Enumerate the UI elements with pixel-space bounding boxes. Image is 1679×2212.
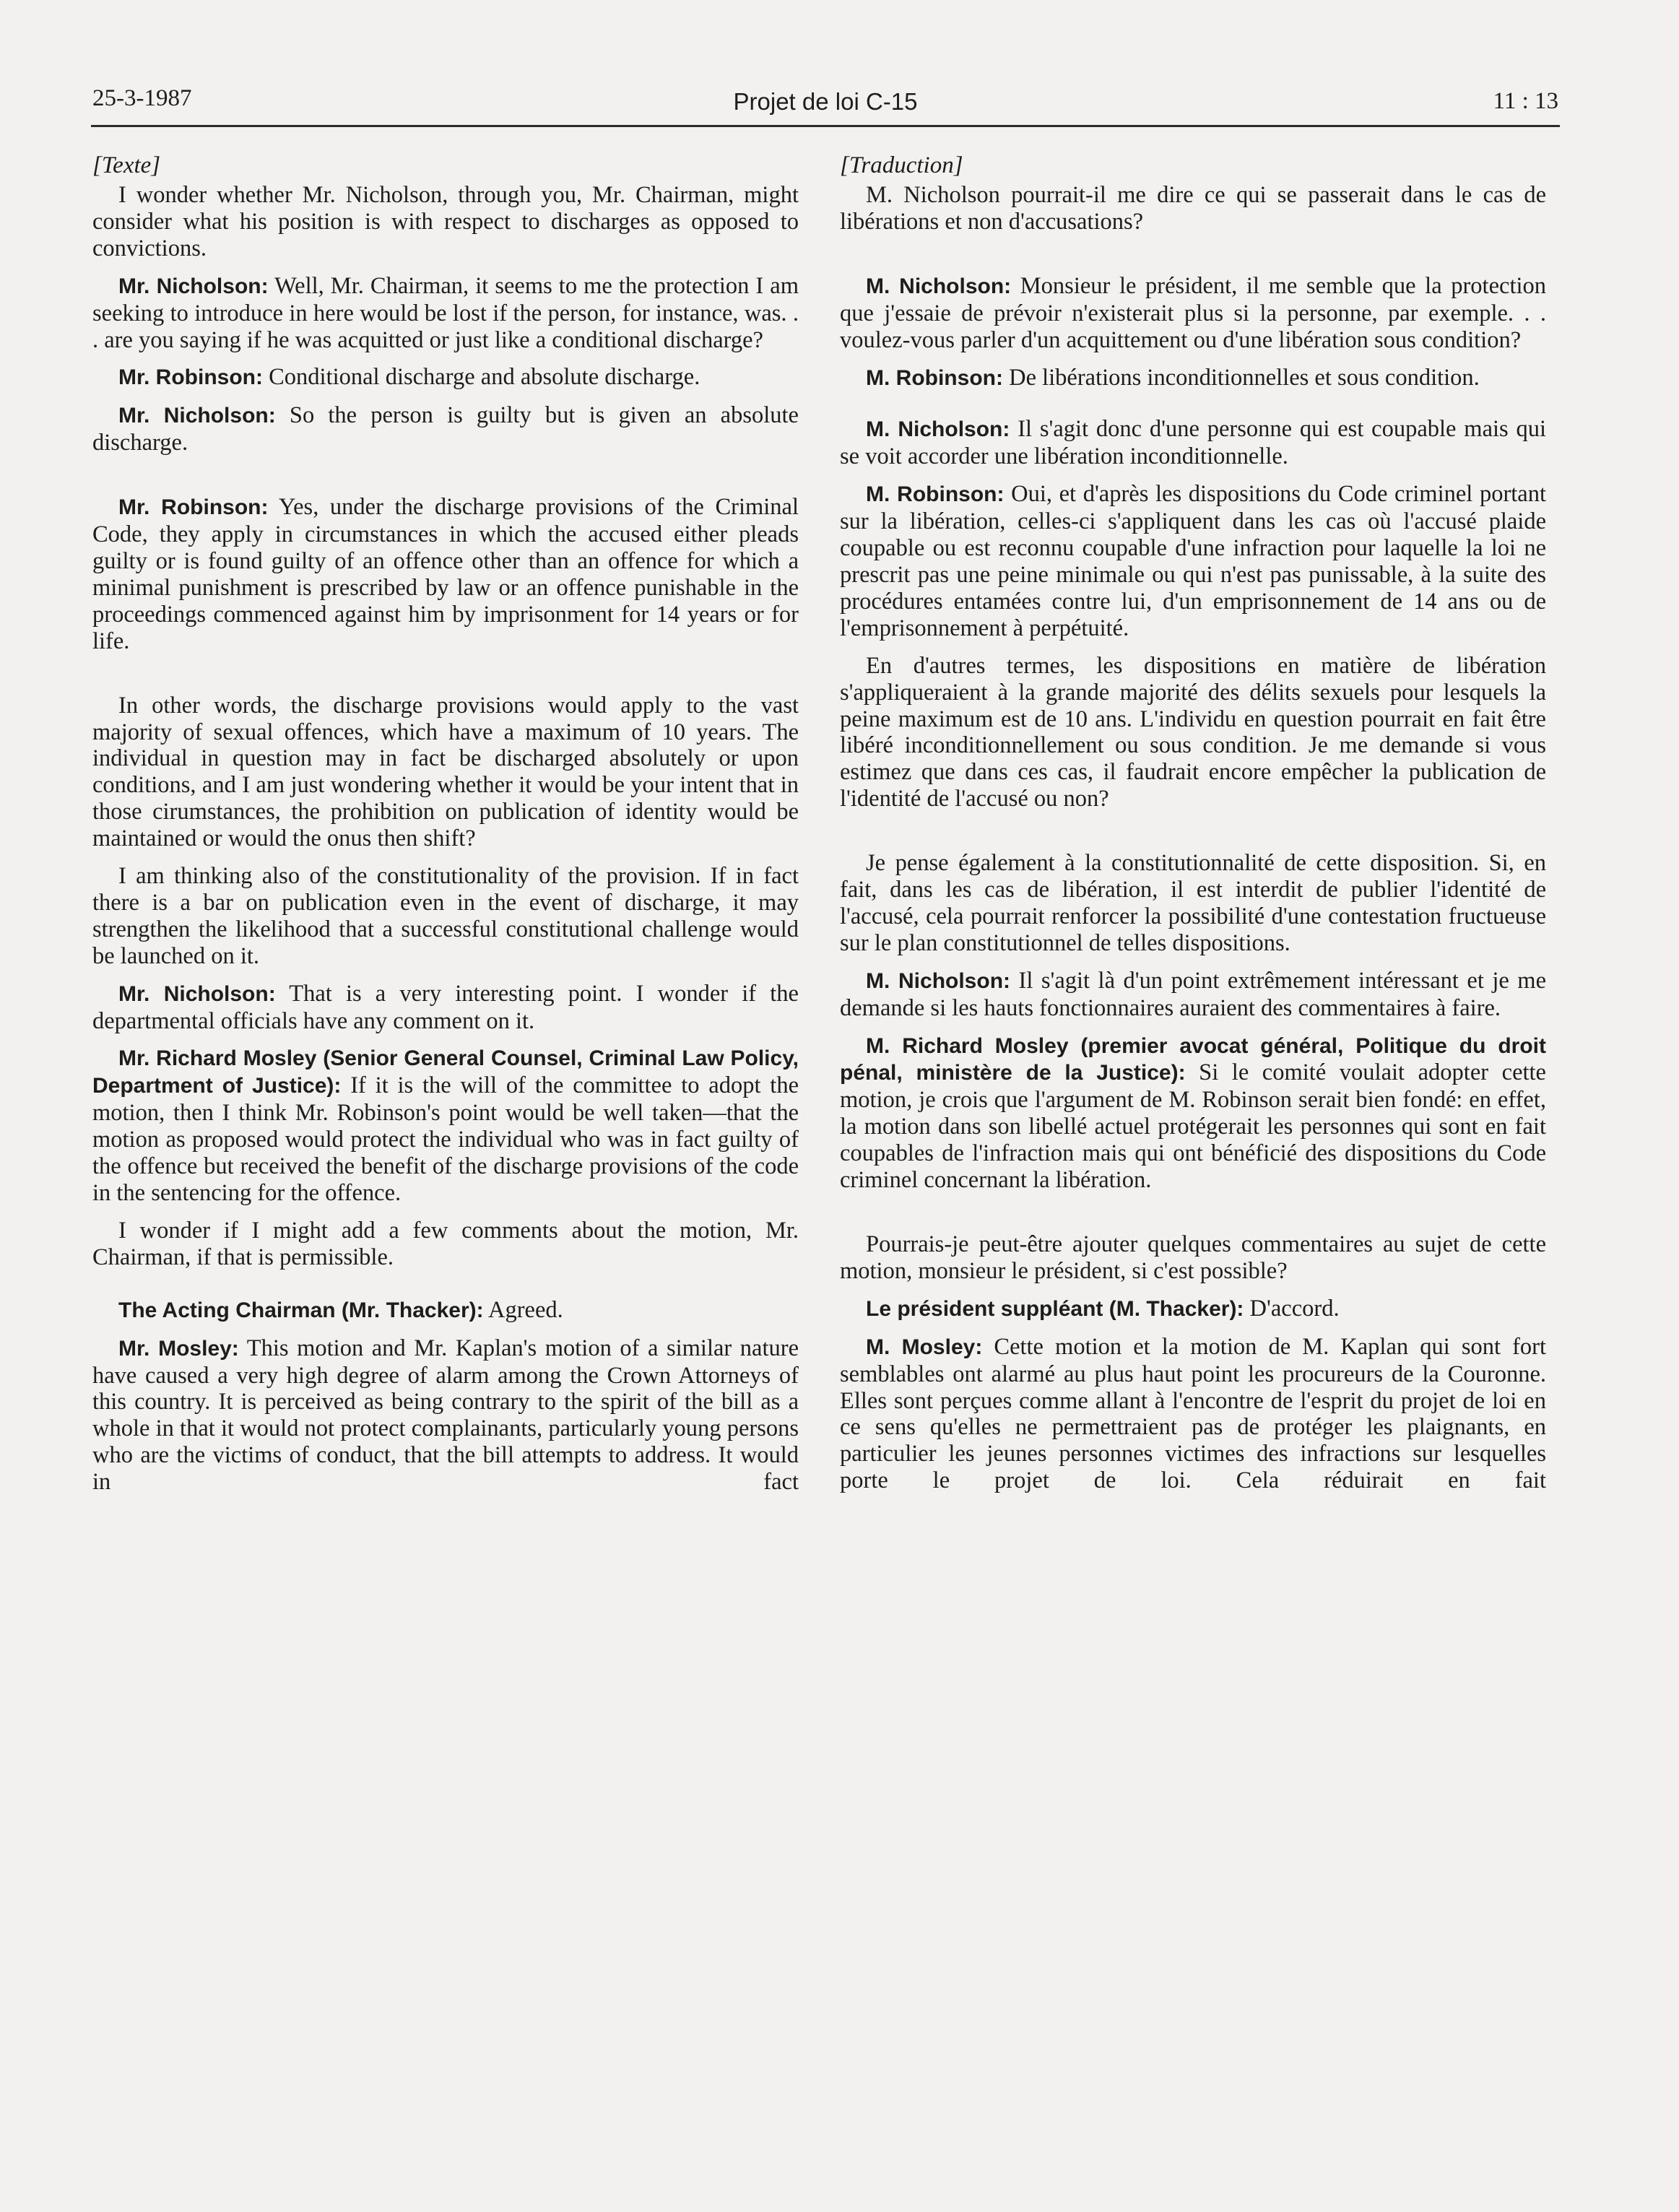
speaker-name: Mr. Nicholson: — [118, 981, 276, 1006]
paragraph — [840, 273, 1546, 354]
paragraph-text: D'accord. — [1249, 1295, 1340, 1322]
column-label: [Texte] — [92, 152, 161, 178]
paragraph-text: That is a very interesting point. I wonder if the departmental officials have any comment on it. — [92, 980, 799, 1034]
speaker-name: M. Robinson: — [866, 365, 1003, 390]
paragraph — [92, 863, 799, 970]
speaker-name: Mr. Richard Mosley (Senior General Counsel, Criminal Law Policy, Department of Justice): — [92, 1046, 799, 1098]
column-label: [Traduction] — [840, 152, 963, 178]
paragraph-text: En d'autres termes, les dispositions en matière de libération s'appliqueraient à la grande majorité des délits sexuels pour lesquels la peine maximum est de 10 ans. L'individu en question pourrait en fait être libéré inconditionnellement ou sous condition. Je me demande si vous estimez que dans ces cas, il faudrait encore empêcher la publication de l'identité de l'accusé ou non? — [840, 652, 1546, 812]
french-column — [840, 150, 1546, 1494]
paragraph — [840, 416, 1546, 470]
speaker-name: Mr. Mosley: — [118, 1336, 239, 1361]
speaker-name: Mr. Robinson: — [118, 365, 263, 390]
speaker-name: M. Richard Mosley (premier avocat général, Politique du droit pénal, ministère de la Justice): — [840, 1033, 1546, 1085]
paragraph-text: Conditional discharge and absolute discharge. — [269, 364, 700, 391]
speaker-name: M. Nicholson: — [866, 417, 1010, 442]
paragraph-text: Il s'agit donc d'une personne qui est coupable mais qui se voit accorder une libération inconditionnelle. — [840, 416, 1547, 470]
paragraph-text: Si le comité voulait adopter cette motion, je crois que l'argument de M. Robinson serait bien fondé: en effet, la motion dans son libellé actuel protégerait les personnes qui sont en fait coupables de l'infraction mais qui ont bénéficié des dispositions du Code criminel concernant la libération. — [840, 1059, 1546, 1194]
paragraph-text: If it is the will of the committee to adopt the motion, then I think Mr. Robinson's point would be well taken—that the motion as proposed would protect the individual who was in fact guilty of the offence but received the benefit of the discharge provisions of the code in the sentencing for the offence. — [92, 1072, 799, 1206]
paragraph — [840, 850, 1546, 957]
speaker-name: M. Mosley: — [866, 1335, 983, 1359]
speaker-name: The Acting Chairman (Mr. Thacker): — [118, 1298, 484, 1322]
paragraph-text: Cette motion et la motion de M. Kaplan qui sont fort semblables ont alarmé au plus haut point les procureurs de la Couronne. Elles sont perçues comme allant à l'encontre de l'esprit du projet de loi en ce sens qu'elles ne permettraient pas de protéger les plaignants, en particulier les jeunes personnes victimes des infractions sur lesquelles porte le projet de loi. Cela réduirait en fait — [840, 1333, 1546, 1494]
paragraph-text: Oui, et d'après les dispositions du Code criminel portant sur la libération, celles-ci s'appliquent dans les cas où l'accusé plaide coupable ou est reconnu coupable d'une infraction pour laquelle la loi ne prescrit pas une peine minimale ou qui n'est pas punissable, à la suite des procédures entamées contre lui, d'un emprisonnement de 14 ans ou de l'emprisonnement à perpétuité. — [840, 481, 1547, 641]
paragraph — [92, 494, 799, 654]
paragraph — [92, 1335, 799, 1496]
paragraph — [840, 968, 1546, 1022]
paragraph-text: De libérations inconditionnelles et sous condition. — [1009, 364, 1480, 391]
speaker-name: Mr. Robinson: — [118, 495, 269, 520]
header-title: Projet de loi C-15 — [733, 88, 918, 115]
paragraph — [840, 1296, 1546, 1323]
paragraph — [92, 693, 799, 852]
paragraph — [92, 981, 799, 1035]
paragraph — [92, 402, 799, 456]
header-date: 25-3-1987 — [92, 85, 192, 111]
paragraph — [840, 481, 1546, 641]
paragraph-text: This motion and Mr. Kaplan's motion of a similar nature have caused a very high degree of alarm among the Crown Attorneys of this country. It is perceived as being contrary to the spirit of the bill as a whole in that it would not protect complainants, particularly young persons who are the victims of conduct, that the bill attempts to address. It would in fact — [92, 1335, 799, 1496]
speaker-name: M. Nicholson: — [866, 968, 1011, 993]
paragraph-text: M. Nicholson pourrait-il me dire ce qui se passerait dans le cas de libérations et non d'accusations? — [840, 182, 1546, 235]
paragraph-text: Well, Mr. Chairman, it seems to me the protection I am seeking to introduce in here would be lost if the person, for instance, was. . . are you saying if he was acquitted or just like a conditional discharge? — [92, 272, 799, 353]
paragraph-text: Je pense également à la constitutionnalité de cette disposition. Si, en fait, dans les cas de libération, il est interdit de publier l'identité de l'accusé, cela pourrait renforcer la possibilité d'une contestation fructueuse sur le plan constitutionnel de telles dispositions. — [840, 850, 1546, 956]
paragraph-text: Il s'agit là d'un point extrêmement intéressant et je me demande si les hauts fonctionnaires auraient des commentaires à faire. — [840, 967, 1547, 1021]
speaker-name: Mr. Nicholson: — [118, 404, 276, 428]
english-column — [92, 150, 799, 1496]
header-page-number: 11 : 13 — [1493, 88, 1558, 114]
paragraph — [92, 273, 799, 354]
paragraph-text: I wonder whether Mr. Nicholson, through you, Mr. Chairman, might consider what his position is with respect to discharges as opposed to convictions. — [92, 182, 799, 261]
paragraph — [92, 1045, 799, 1206]
paragraph-text: So the person is guilty but is given an absolute discharge. — [92, 402, 799, 456]
paragraph — [840, 365, 1546, 392]
speaker-name: M. Robinson: — [866, 482, 1005, 507]
paragraph-text: Monsieur le président, il me semble que la protection que j'essaie de prévoir n'existerait plus si la personne, par exemple. . . voulez-vous parler d'un acquittement ou d'une libération sous condition? — [840, 272, 1546, 353]
paragraph — [840, 653, 1546, 812]
paragraph — [92, 1297, 799, 1324]
paragraph — [840, 1334, 1546, 1494]
paragraph-text: Pourrais-je peut-être ajouter quelques commentaires au sujet de cette motion, monsieur le président, si c'est possible? — [840, 1231, 1546, 1284]
paragraph-text: Agreed. — [487, 1296, 563, 1323]
paragraph — [92, 182, 799, 262]
page-header — [92, 85, 1558, 129]
paragraph — [92, 364, 799, 391]
speaker-name: Mr. Nicholson: — [118, 274, 269, 298]
speaker-name: M. Nicholson: — [866, 274, 1012, 298]
paragraph-text: I wonder if I might add a few comments about the motion, Mr. Chairman, if that is permissible. — [92, 1217, 799, 1270]
paragraph-text: Yes, under the discharge provisions of the Criminal Code, they apply in circumstances in which the accused either pleads guilty or is found guilty of an offence other than an offence for which a minimal punishment is prescribed by law or an offence punishable in the proceedings commenced against him by imprisonment for 14 years or for life. — [92, 494, 799, 654]
paragraph-text: In other words, the discharge provisions would apply to the vast majority of sexual offences, which have a maximum of 10 years. The individual in question may in fact be discharged absolutely or upon conditions, and I am just wondering whether it would be your intent that in those cirumstances, the prohibition on publication of identity would be maintained or would the onus then shift? — [92, 692, 799, 852]
paragraph-text: I am thinking also of the constitutionality of the provision. If in fact there is a bar on publication even in the event of discharge, it may strengthen the likelihood that a successful constitutional challenge would be launched on it. — [92, 863, 799, 969]
paragraph — [840, 1231, 1546, 1285]
paragraph — [840, 182, 1546, 235]
header-rule — [91, 125, 1560, 127]
paragraph — [840, 1033, 1546, 1194]
speaker-name: Le président suppléant (M. Thacker): — [866, 1296, 1244, 1321]
paragraph — [92, 1218, 799, 1271]
